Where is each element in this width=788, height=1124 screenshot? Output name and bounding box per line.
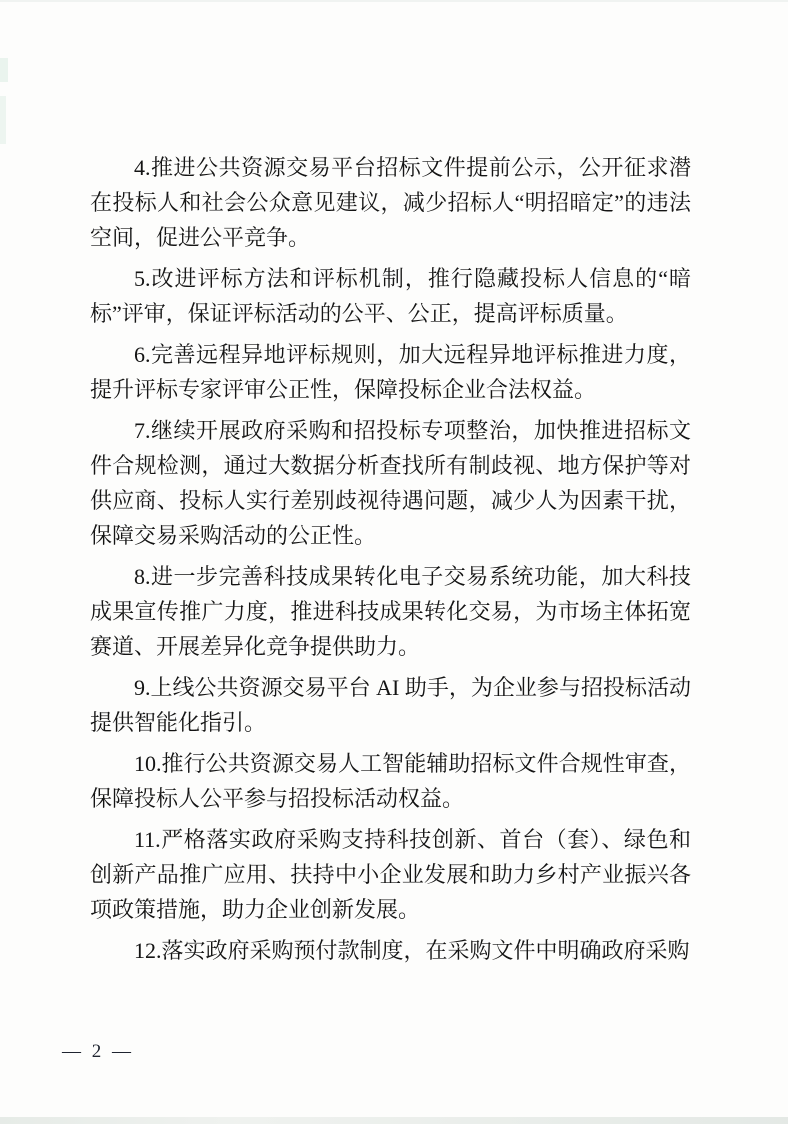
scan-artifact-left-edge-1 (0, 58, 8, 82)
paragraph-9: 9.上线公共资源交易平台 AI 助手，为企业参与招投标活动提供智能化指引。 (90, 675, 691, 735)
paragraph-10: 10.推行公共资源交易人工智能辅助招标文件合规性审查，保障投标人公平参与招投标活动权益。 (90, 751, 691, 811)
paragraph-7: 7.继续开展政府采购和招投标专项整治，加快推进招标文件合规检测，通过大数据分析查找所有制歧视、地方保护等对供应商、投标人实行差别歧视待遇问题，减少人为因素干扰，保障交易采购活动的公正性。 (90, 418, 691, 548)
paragraph-6: 6.完善远程异地评标规则，加大远程异地评标推进力度，提升评标专家评审公正性，保障投标企业合法权益。 (90, 342, 691, 402)
document-body (90, 150, 691, 974)
paragraph-4: 4.推进公共资源交易平台招标文件提前公示，公开征求潜在投标人和社会公众意见建议，减少招标人“明招暗定”的违法空间，促进公平竞争。 (90, 155, 691, 250)
paragraph-11: 11.严格落实政府采购支持科技创新、首台（套）、绿色和创新产品推广应用、扶持中小企业发展和助力乡村产业振兴各项政策措施，助力企业创新发展。 (90, 827, 691, 922)
scan-artifact-bottom-strip (0, 1117, 788, 1124)
scan-artifact-left-edge-2 (0, 96, 6, 144)
scan-artifact-top-strip (0, 0, 788, 2)
paragraph-5: 5.改进评标方法和评标机制，推行隐藏投标人信息的“暗标”评审，保证评标活动的公平、公正，提高评标质量。 (90, 266, 691, 326)
page-number: — 2 — (62, 1041, 134, 1062)
paragraph-12: 12.落实政府采购预付款制度，在采购文件中明确政府采购 (134, 938, 690, 963)
paragraph-8: 8.进一步完善科技成果转化电子交易系统功能，加大科技成果宣传推广力度，推进科技成果转化交易，为市场主体拓宽赛道、开展差异化竞争提供助力。 (90, 564, 691, 659)
